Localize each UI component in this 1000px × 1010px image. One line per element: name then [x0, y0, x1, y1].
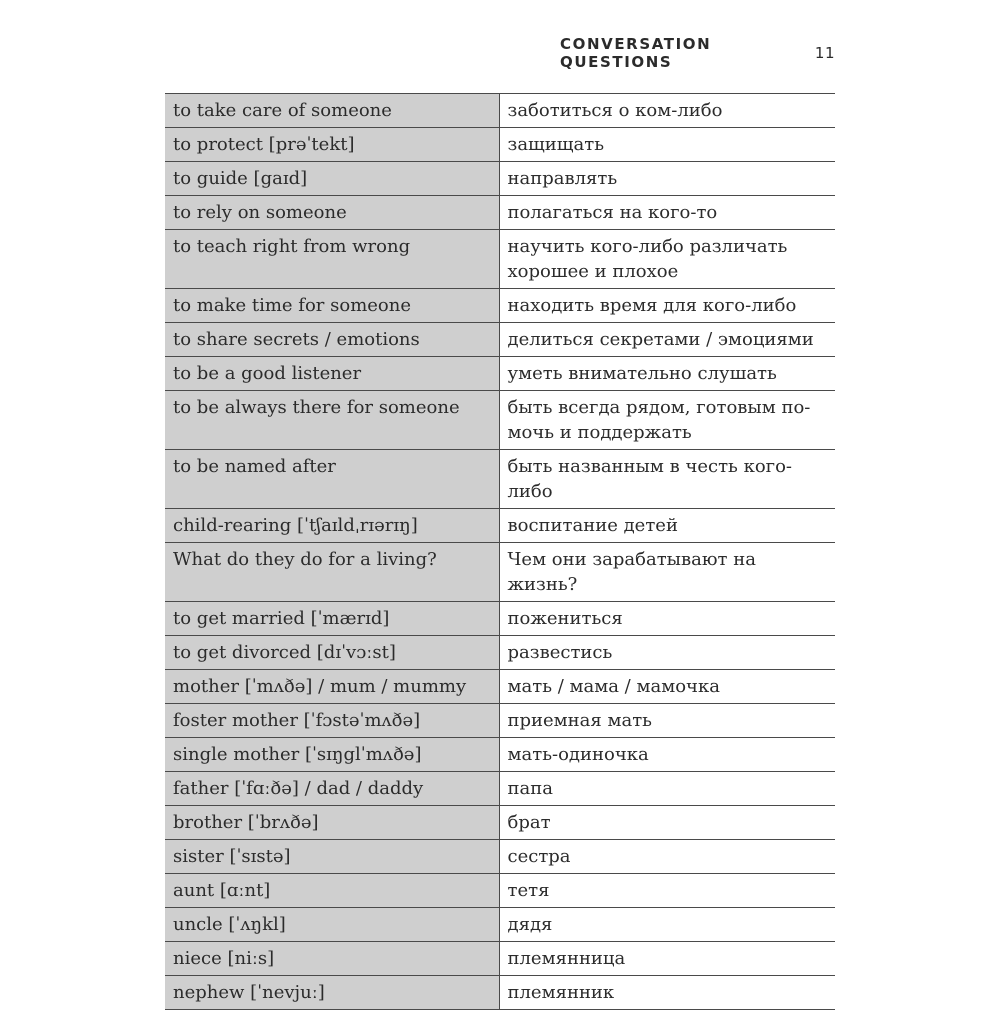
english-term: to guide [gaɪd] — [165, 162, 499, 196]
russian-translation: воспитание детей — [499, 509, 835, 543]
english-term: to get divorced [dɪˈvɔːst] — [165, 636, 499, 670]
english-term: to take care of someone — [165, 94, 499, 128]
table-row — [165, 509, 835, 543]
table-row — [165, 704, 835, 738]
section-title: CONVERSATION QUESTIONS — [560, 35, 712, 71]
english-term: brother [ˈbrʌðə] — [165, 806, 499, 840]
table-row — [165, 230, 835, 289]
table-row — [165, 543, 835, 602]
table-row — [165, 94, 835, 128]
russian-translation: приемная мать — [499, 704, 835, 738]
russian-translation: дядя — [499, 908, 835, 942]
russian-translation: делиться секретами / эмоциями — [499, 323, 835, 357]
russian-translation: сестра — [499, 840, 835, 874]
russian-translation: заботиться о ком-либо — [499, 94, 835, 128]
english-term: nephew [ˈnevjuː] — [165, 976, 499, 1010]
english-term: to teach right from wrong — [165, 230, 499, 289]
russian-translation: пожениться — [499, 602, 835, 636]
english-term: single mother [ˈsɪŋglˈmʌðə] — [165, 738, 499, 772]
english-term: uncle [ˈʌŋkl] — [165, 908, 499, 942]
russian-translation: Чем они зарабатывают на жизнь? — [499, 543, 835, 602]
table-row — [165, 874, 835, 908]
english-term: to share secrets / emotions — [165, 323, 499, 357]
table-row — [165, 357, 835, 391]
russian-translation: защищать — [499, 128, 835, 162]
page-header — [560, 35, 835, 71]
russian-translation: племянница — [499, 942, 835, 976]
table-row — [165, 289, 835, 323]
table-row — [165, 942, 835, 976]
table-row — [165, 840, 835, 874]
page-number: 11 — [814, 44, 835, 62]
table-row — [165, 128, 835, 162]
vocabulary-table — [165, 93, 835, 1010]
table-row — [165, 196, 835, 230]
russian-translation: находить время для кого-либо — [499, 289, 835, 323]
english-term: aunt [ɑːnt] — [165, 874, 499, 908]
english-term: child-rearing [ˈtʃaɪldˌrɪərɪŋ] — [165, 509, 499, 543]
english-term: to get married [ˈmærɪd] — [165, 602, 499, 636]
russian-translation: уметь внимательно слушать — [499, 357, 835, 391]
russian-translation: мать-одиночка — [499, 738, 835, 772]
table-row — [165, 976, 835, 1010]
russian-translation: быть названным в честь кого-либо — [499, 450, 835, 509]
table-row — [165, 670, 835, 704]
table-row — [165, 636, 835, 670]
table-row — [165, 391, 835, 450]
english-term: to be named after — [165, 450, 499, 509]
table-row — [165, 772, 835, 806]
russian-translation: мать / мама / мамочка — [499, 670, 835, 704]
english-term: foster mother [ˈfɔstəˈmʌðə] — [165, 704, 499, 738]
russian-translation: брат — [499, 806, 835, 840]
english-term: to be a good listener — [165, 357, 499, 391]
russian-translation: научить кого-либо различать хорошее и плохое — [499, 230, 835, 289]
russian-translation: тетя — [499, 874, 835, 908]
english-term: to rely on someone — [165, 196, 499, 230]
english-term: sister [ˈsɪstə] — [165, 840, 499, 874]
table-row — [165, 323, 835, 357]
english-term: What do they do for a living? — [165, 543, 499, 602]
table-row — [165, 450, 835, 509]
russian-translation: быть всегда рядом, готовым по-мочь и поддержать — [499, 391, 835, 450]
table-row — [165, 162, 835, 196]
english-term: niece [niːs] — [165, 942, 499, 976]
english-term: mother [ˈmʌðə] / mum / mummy — [165, 670, 499, 704]
table-row — [165, 602, 835, 636]
russian-translation: племянник — [499, 976, 835, 1010]
russian-translation: направлять — [499, 162, 835, 196]
russian-translation: развестись — [499, 636, 835, 670]
vocabulary-table-body — [165, 94, 835, 1010]
table-row — [165, 908, 835, 942]
russian-translation: полагаться на кого-то — [499, 196, 835, 230]
table-row — [165, 806, 835, 840]
table-row — [165, 738, 835, 772]
english-term: to protect [prəˈtekt] — [165, 128, 499, 162]
english-term: to be always there for someone — [165, 391, 499, 450]
english-term: father [ˈfɑːðə] / dad / daddy — [165, 772, 499, 806]
russian-translation: папа — [499, 772, 835, 806]
english-term: to make time for someone — [165, 289, 499, 323]
